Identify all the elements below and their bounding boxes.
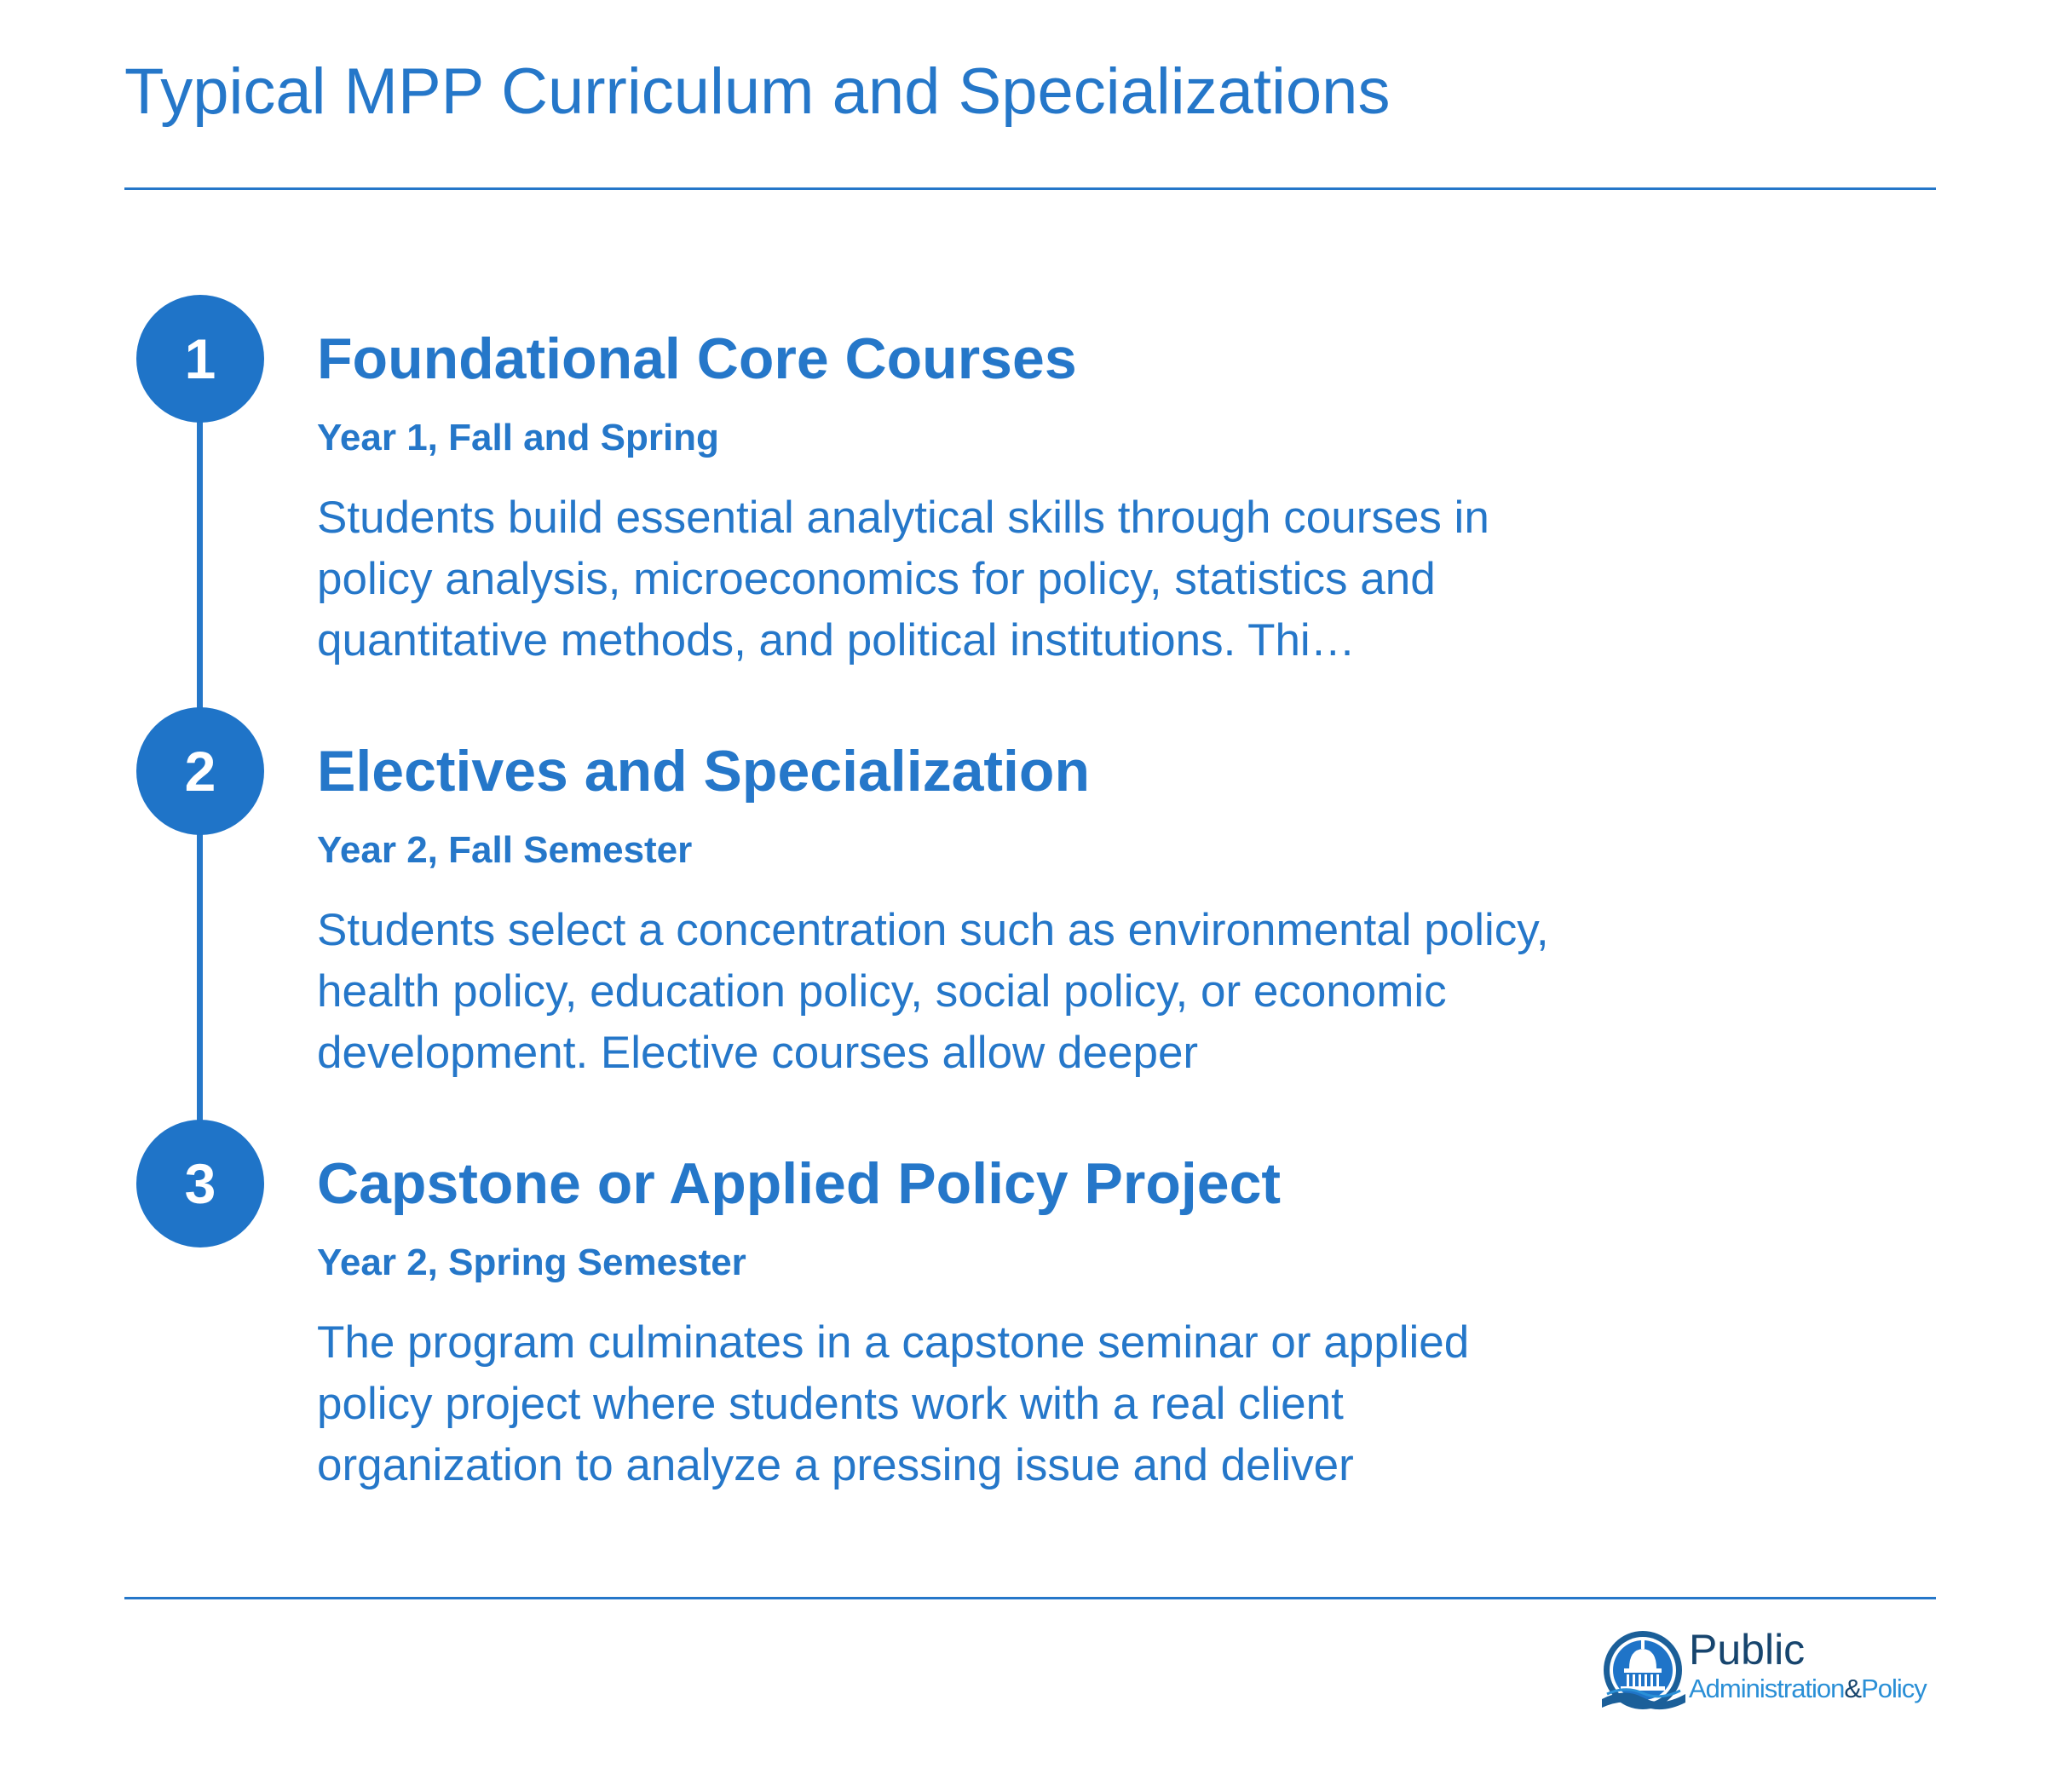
logo-ampersand: & — [1844, 1674, 1862, 1703]
step-content — [317, 1120, 1578, 1496]
logo-sub-right: Policy — [1861, 1674, 1927, 1703]
publisher-logo — [1599, 1626, 1939, 1720]
step-description: Students build essential analytical skills through courses in policy analysis, microeconomics for policy, statistics and quantitative methods, and political institutions. Thi… — [317, 493, 1489, 666]
step-number-badge: 1 — [136, 295, 264, 423]
step-number-badge: 3 — [136, 1120, 264, 1247]
step-description: The program culminates in a capstone seminar or applied policy project where students work with a real client organization to analyze a pressing issue and deliver — [317, 1317, 1470, 1490]
step-period: Year 1, Fall and Spring — [317, 417, 719, 458]
step-number-badge: 2 — [136, 707, 264, 835]
step-description: Students select a concentration such as environmental policy, health policy, education policy, social policy, or economic development. Elective courses allow deeper — [317, 905, 1549, 1078]
step-period: Year 2, Fall Semester — [317, 829, 693, 871]
step-content — [317, 295, 1578, 671]
step-title: Capstone or Applied Policy Project — [317, 1151, 1282, 1216]
step-period: Year 2, Spring Semester — [317, 1242, 746, 1283]
step-title: Foundational Core Courses — [317, 326, 1077, 391]
step-title: Electives and Specialization — [317, 739, 1091, 804]
capitol-dome-icon — [1599, 1626, 1687, 1714]
page-title: Typical MPP Curriculum and Specializations — [124, 55, 1391, 128]
step-content — [317, 707, 1578, 1084]
logo-wordmark-main: Public — [1689, 1626, 1806, 1674]
logo-sub-left: Administration — [1689, 1674, 1845, 1703]
header-divider — [124, 187, 1936, 190]
footer-divider — [124, 1597, 1936, 1599]
logo-wordmark-sub — [1689, 1674, 1927, 1704]
